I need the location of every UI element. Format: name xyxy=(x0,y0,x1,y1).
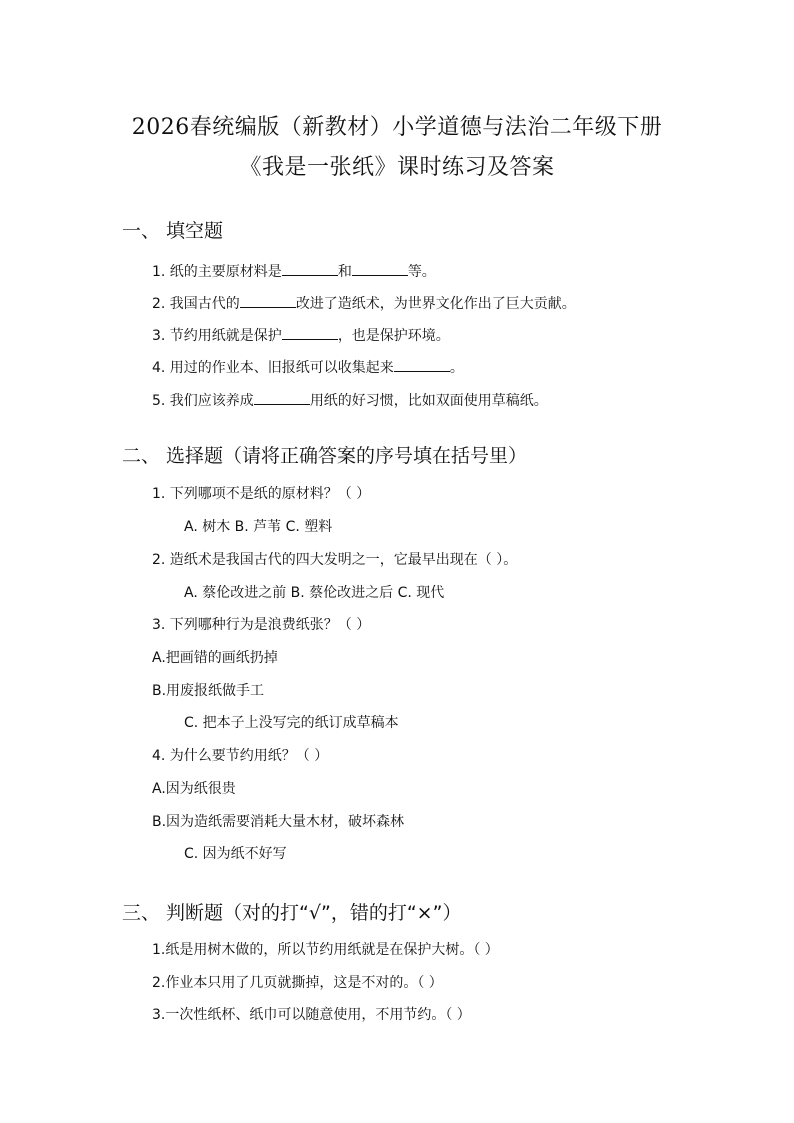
choice-question-4-option-c: C. 因为纸不好写 xyxy=(184,846,287,862)
fill-question-5 xyxy=(152,390,548,410)
question-text: 。 xyxy=(449,360,464,376)
question-text: 用纸的好习惯，比如双面使用草稿纸。 xyxy=(309,393,548,409)
choice-question-4: 4. 为什么要节约用纸？（ ） xyxy=(152,748,329,764)
question-text: 等。 xyxy=(407,264,436,280)
choice-question-3-option-c: C. 把本子上没写完的纸订成草稿本 xyxy=(184,715,399,731)
answer-blank xyxy=(282,261,338,276)
choice-question-4-option-b: B.因为造纸需要消耗大量木材，破坏森林 xyxy=(152,814,405,830)
question-text: 1. 纸的主要原材料是 xyxy=(152,264,282,280)
choice-question-3-option-a: A.把画错的画纸扔掉 xyxy=(152,650,278,666)
choice-question-3-option-b: B.用废报纸做手工 xyxy=(152,683,265,699)
fill-question-3 xyxy=(152,325,450,345)
answer-blank xyxy=(254,390,310,405)
true-false-question-1: 1.纸是用树木做的，所以节约用纸就是在保护大树。（ ） xyxy=(152,942,499,958)
question-text: 改进了造纸术，为世界文化作出了巨大贡献。 xyxy=(295,296,576,312)
answer-blank xyxy=(352,261,408,276)
choice-question-3: 3. 下列哪种行为是浪费纸张？（ ） xyxy=(152,617,371,633)
true-false-question-3: 3.一次性纸杯、纸巾可以随意使用，不用节约。（ ） xyxy=(152,1007,471,1023)
fill-question-2 xyxy=(152,293,576,313)
choice-question-4-option-a: A.因为纸很贵 xyxy=(152,781,236,797)
choice-question-1-options: A. 树木 B. 芦苇 C. 塑料 xyxy=(184,519,333,535)
true-false-question-2: 2.作业本只用了几页就撕掉，这是不对的。（ ） xyxy=(152,975,443,991)
answer-blank xyxy=(394,357,450,372)
title-line-2: 《我是一张纸》课时练习及答案 xyxy=(239,155,555,180)
fill-question-1 xyxy=(152,261,436,281)
choice-question-2: 2. 造纸术是我国古代的四大发明之一，它最早出现在（ ）。 xyxy=(152,552,518,568)
section-fill-blank-heading: 一、 填空题 xyxy=(122,220,224,242)
answer-blank xyxy=(240,293,296,308)
question-text: 4. 用过的作业本、旧报纸可以收集起来 xyxy=(152,360,394,376)
question-text: 5. 我们应该养成 xyxy=(152,393,254,409)
answer-blank xyxy=(282,325,338,340)
section-choice-heading: 二、 选择题（请将正确答案的序号填在括号里） xyxy=(122,445,528,467)
choice-question-2-options: A. 蔡伦改进之前 B. 蔡伦改进之后 C. 现代 xyxy=(184,585,445,601)
fill-question-4 xyxy=(152,357,464,377)
question-text: 和 xyxy=(337,264,352,280)
question-text: 2. 我国古代的 xyxy=(152,296,240,312)
question-text: 3. 节约用纸就是保护 xyxy=(152,328,282,344)
question-text: ，也是保护环境。 xyxy=(337,328,450,344)
section-true-false-heading: 三、 判断题（对的打“√”，错的打“×”） xyxy=(122,902,462,924)
title-line-1: 2026春统编版（新教材）小学道德与法治二年级下册 xyxy=(131,115,663,140)
choice-question-1: 1. 下列哪项不是纸的原材料？（ ） xyxy=(152,486,371,502)
